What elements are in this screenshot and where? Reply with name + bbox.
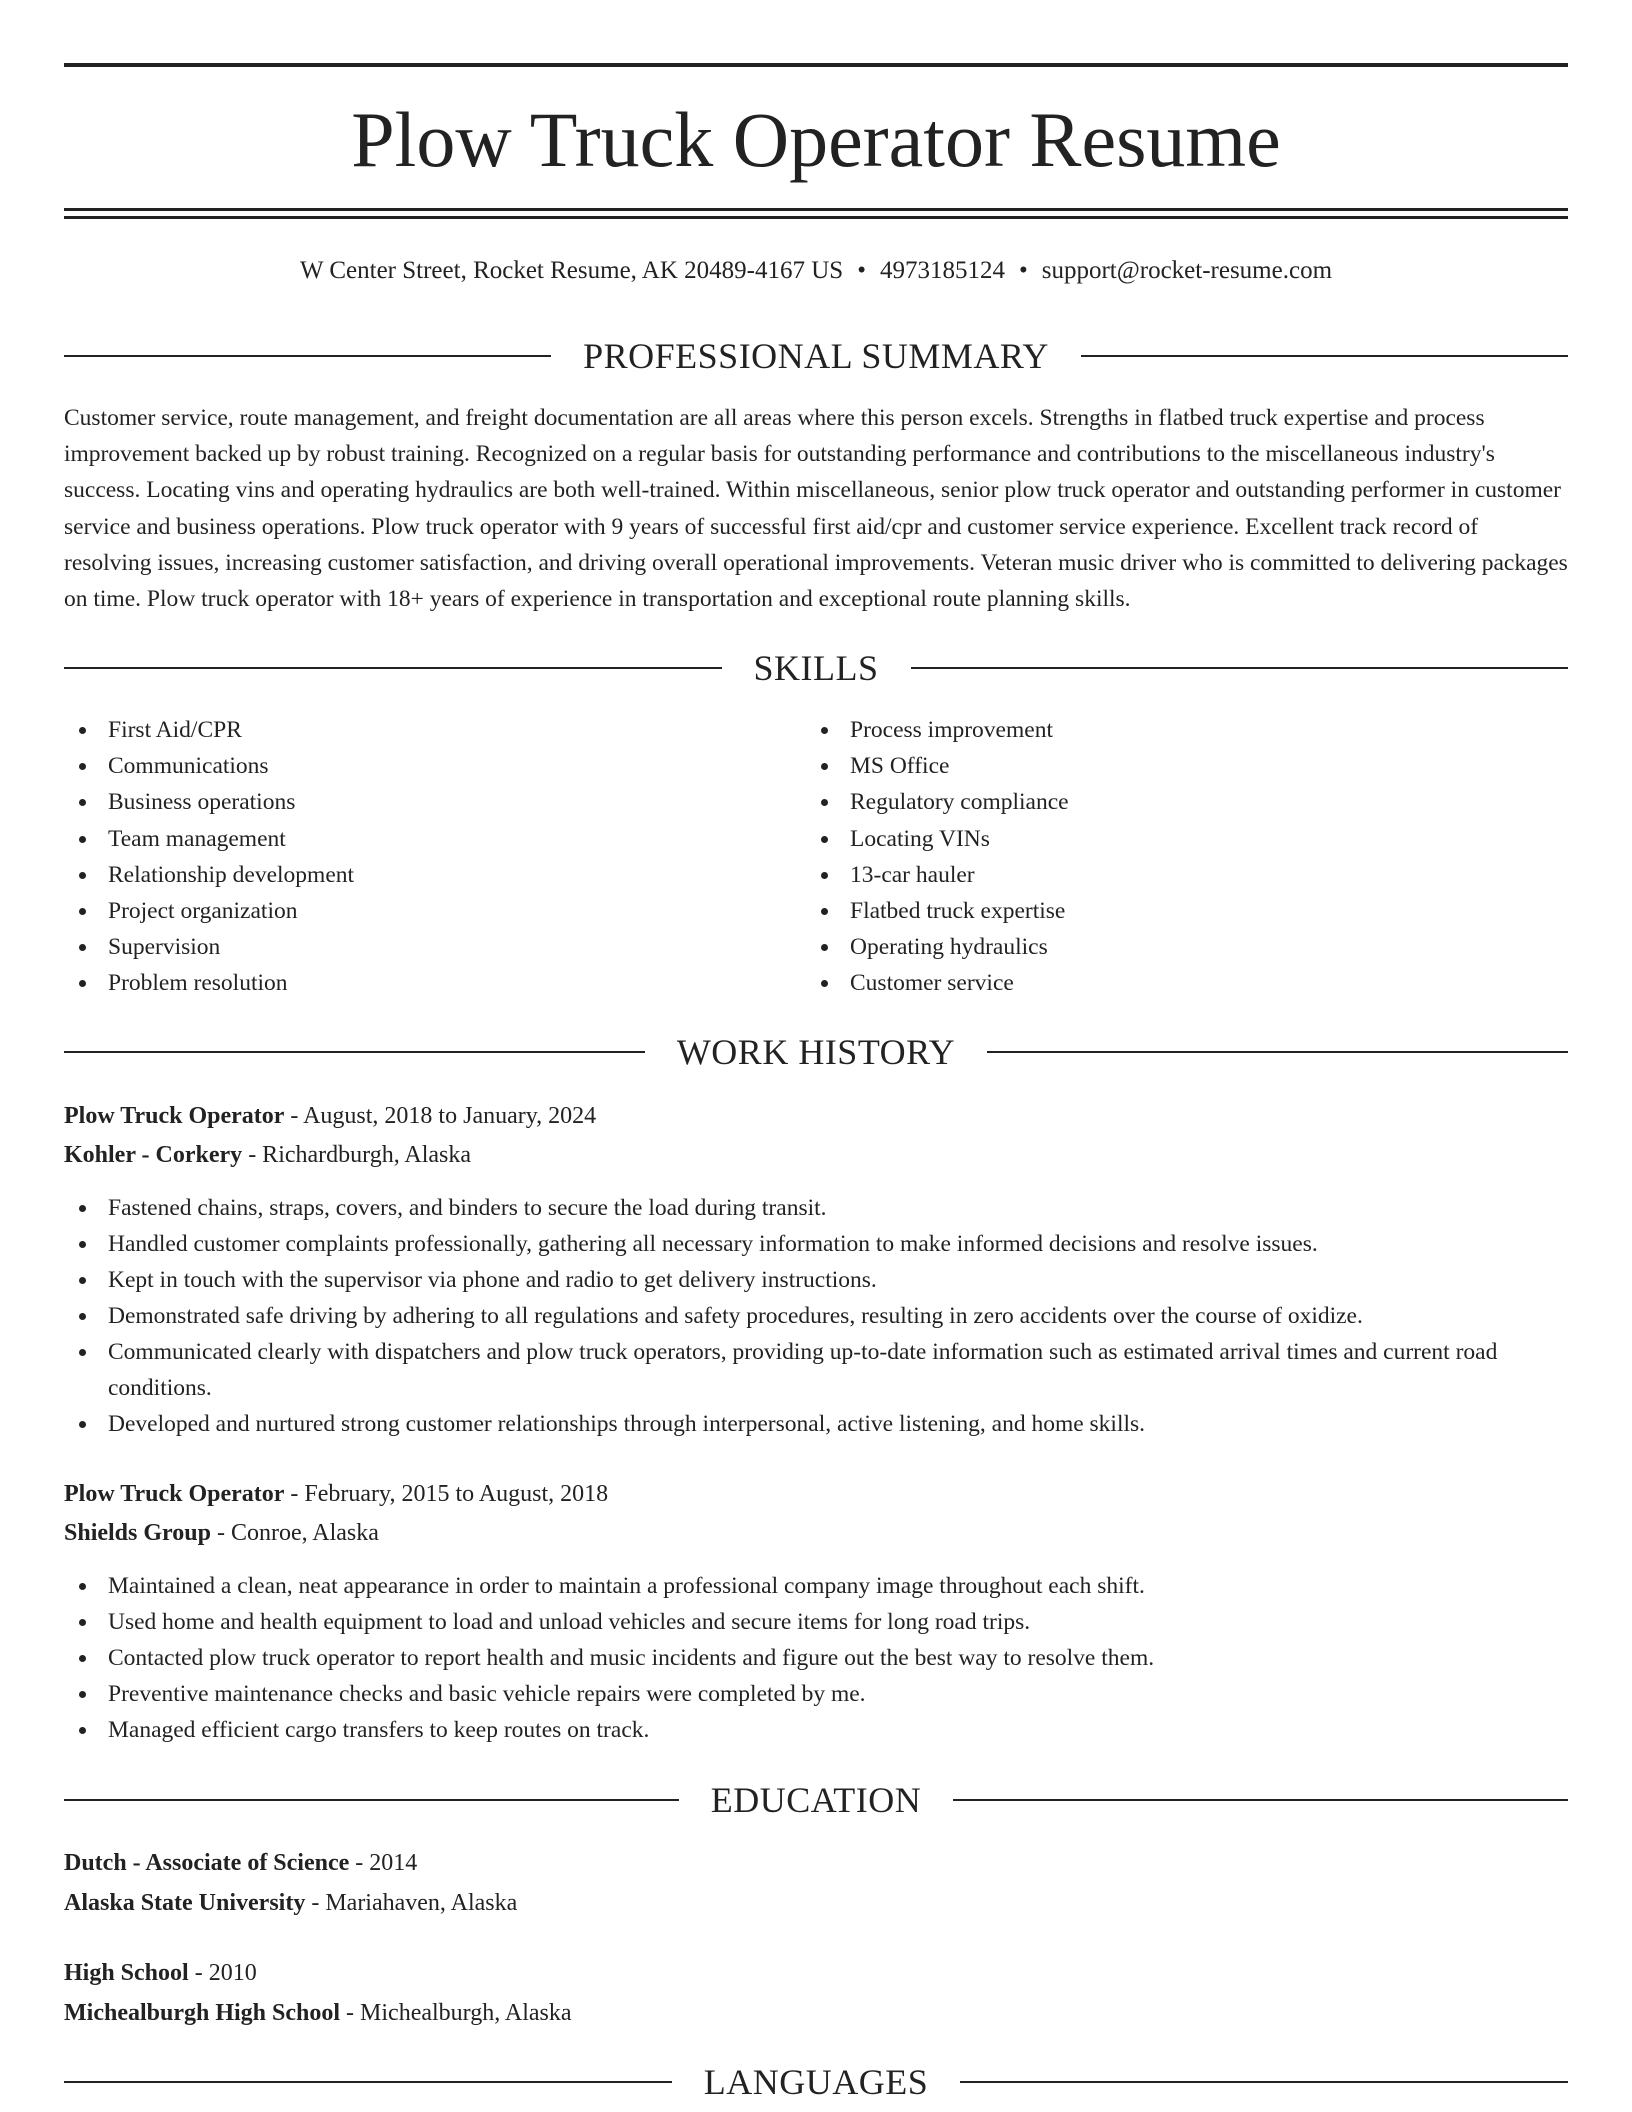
heading-rule [64,355,551,357]
skills-list-right [806,712,1069,1002]
summary-heading [64,336,1568,376]
title-rule-lower [64,216,1568,219]
heading-rule [64,2081,672,2083]
heading-rule [64,667,722,669]
job-bullet: Kept in touch with the supervisor via phone and radio to get delivery instructions. [64,1262,1568,1298]
contact-separator: • [857,257,866,284]
job-bullets [64,1568,1568,1748]
job-bullet: Maintained a clean, neat appearance in order to maintain a professional company image throughout each shift. [64,1568,1568,1604]
education-degree-line [64,1955,1568,1991]
contact-phone: 4973185124 [879,257,1005,284]
skill-item: Business operations [64,784,354,820]
resume-title: Plow Truck Operator Resume [351,96,1281,183]
education-heading-label: EDUCATION [710,1780,922,1820]
job-title: Plow Truck Operator [64,1103,285,1129]
heading-rule [64,1051,645,1053]
education-degree: High School [64,1960,189,1986]
skill-item: Project organization [64,893,354,929]
job-company-line [64,1137,1568,1173]
job-title: Plow Truck Operator [64,1481,285,1507]
languages-heading-label: LANGUAGES [703,2062,929,2102]
contact-address: W Center Street, Rocket Resume, AK 20489-4167 US [299,257,844,284]
skill-item: Operating hydraulics [806,929,1069,965]
skill-item: Process improvement [806,712,1069,748]
job-bullet: Demonstrated safe driving by adhering to all regulations and safety procedures, resulting in zero accidents over the course of oxidize. [64,1298,1568,1334]
heading-rule [64,1799,679,1801]
heading-rule [911,667,1569,669]
education-year: - 2010 [188,1960,257,1986]
skill-item: Relationship development [64,857,354,893]
job-location: - Conroe, Alaska [210,1520,379,1546]
education-school: Michealburgh High School [64,2000,341,2026]
skills-list-left [64,712,354,1002]
job-bullet: Communicated clearly with dispatchers and plow truck operators, providing up-to-date information such as estimated arrival times and current road conditions. [64,1334,1568,1406]
skill-item: MS Office [806,748,1069,784]
title-rule-upper [64,208,1568,211]
heading-rule [1081,355,1568,357]
skill-item: 13-car hauler [806,857,1069,893]
skill-item: Supervision [64,929,354,965]
languages-heading [64,2062,1568,2102]
education-heading [64,1780,1568,1820]
work-heading-label: WORK HISTORY [676,1032,956,1072]
skill-item: Locating VINs [806,821,1069,857]
education-degree-line [64,1845,1568,1881]
job-bullet: Used home and health equipment to load and unload vehicles and secure items for long road trips. [64,1604,1568,1640]
skill-item: Problem resolution [64,965,354,1001]
job-title-line [64,1476,1568,1512]
skill-item: Customer service [806,965,1069,1001]
education-school: Alaska State University [64,1890,306,1916]
job-bullet: Managed efficient cargo transfers to keep routes on track. [64,1712,1568,1748]
heading-rule [953,1799,1568,1801]
job-title-line [64,1098,1568,1134]
skills-heading [64,648,1568,688]
job-location: - Richardburgh, Alaska [242,1142,472,1168]
contact-email[interactable]: support@rocket-resume.com [1041,257,1333,284]
job-bullet: Handled customer complaints professionally, gathering all necessary information to make informed decisions and resolve issues. [64,1226,1568,1262]
contact-line [64,254,1568,288]
job-bullet: Developed and nurtured strong customer relationships through interpersonal, active listening, and home skills. [64,1406,1568,1442]
education-location: - Mariahaven, Alaska [305,1890,518,1916]
job-dates: - February, 2015 to August, 2018 [284,1481,609,1507]
job-dates: - August, 2018 to January, 2024 [284,1103,597,1129]
job-company: Kohler - Corkery [64,1142,243,1168]
job-company-line [64,1515,1568,1551]
top-rule [64,63,1568,67]
education-school-line [64,1995,1568,2031]
summary-heading-label: PROFESSIONAL SUMMARY [583,336,1049,376]
skill-item: First Aid/CPR [64,712,354,748]
skills-heading-label: SKILLS [753,648,879,688]
skill-item: Flatbed truck expertise [806,893,1069,929]
heading-rule [987,1051,1568,1053]
education-school-line [64,1885,1568,1921]
summary-text: Customer service, route management, and freight documentation are all areas where this person excels. Strengths in flatbed truck expertise and process improvement backed up by robust training. Recognized on a regular basis for outstanding performance and contributions to the miscellaneous industry's success. Locating vins and operating hydraulics are both well-trained. Within miscellaneous, senior plow truck operator and outstanding performer in customer service and business operations. Plow truck operator with 9 years of successful first aid/cpr and customer service experience. Excellent track record of resolving issues, increasing customer satisfaction, and driving overall operational improvements. Veteran music driver who is committed to delivering packages on time. Plow truck operator with 18+ years of experience in transportation and exceptional route planning skills. [64,405,1568,613]
heading-rule [960,2081,1568,2083]
contact-separator: • [1018,257,1028,284]
education-degree: Dutch - Associate of Science [64,1850,350,1876]
skill-item: Regulatory compliance [806,784,1069,820]
job-bullet: Preventive maintenance checks and basic vehicle repairs were completed by me. [64,1676,1568,1712]
job-bullet: Contacted plow truck operator to report health and music incidents and figure out the best way to resolve them. [64,1640,1568,1676]
skill-item: Communications [64,748,354,784]
job-bullets [64,1190,1568,1442]
education-year: - 2014 [349,1850,418,1876]
work-heading [64,1032,1568,1072]
skill-item: Team management [64,821,354,857]
job-company: Shields Group [64,1520,211,1546]
education-location: - Michealburgh, Alaska [340,2000,572,2026]
job-bullet: Fastened chains, straps, covers, and binders to secure the load during transit. [64,1190,1568,1226]
